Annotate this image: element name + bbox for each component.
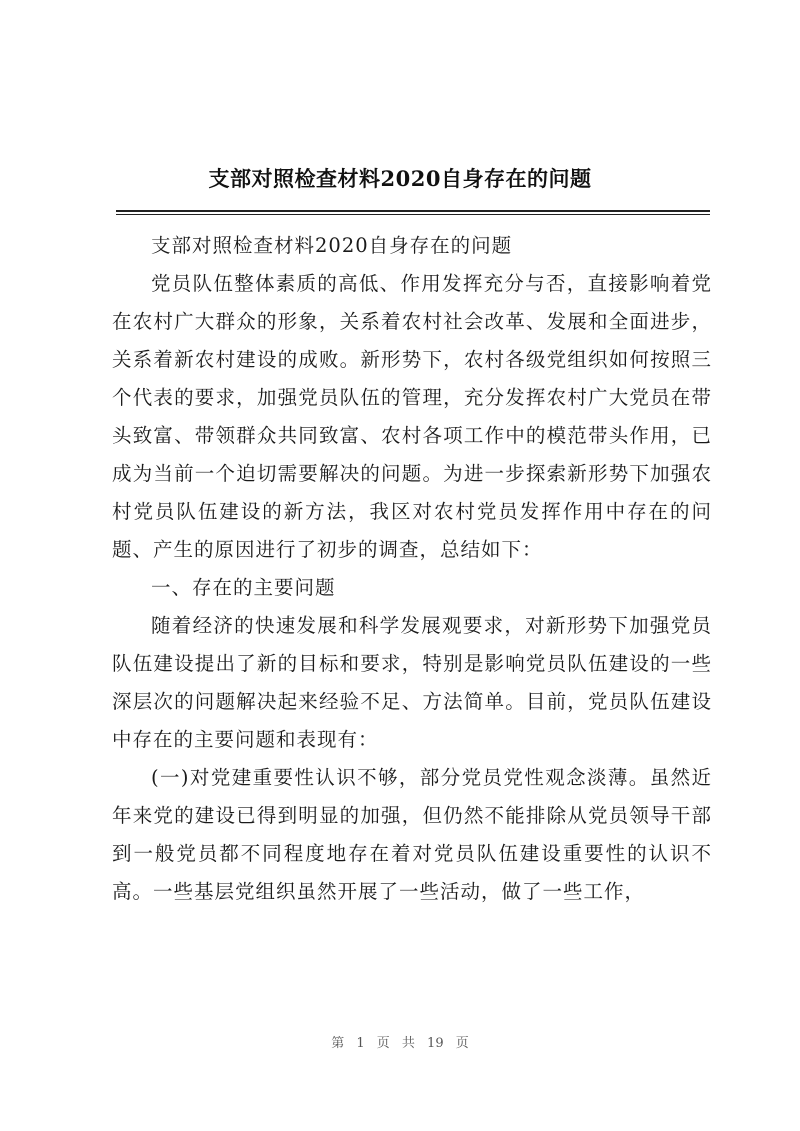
paragraph-subtitle: 支部对照检查材料2020自身存在的问题 (151, 234, 513, 257)
title-divider-thick (116, 210, 710, 212)
document-body (112, 227, 712, 911)
title-divider-thin (116, 214, 710, 215)
page-number: 第 1 页 共 19 页 (331, 1036, 469, 1051)
section-heading: 一、存在的主要问题 (151, 576, 336, 599)
paragraph-issue-one: (一)对党建重要性认识不够，部分党员党性观念淡薄。虽然近年来党的建设已得到明显的加强，但仍然不能排除从党员领导干部到一般党员都不同程度地存在着对党员队伍建设重要性的认识不高。一些基层党组织虽然开展了一些活动，做了一些工作， (112, 766, 712, 903)
paragraph-intro: 党员队伍整体素质的高低、作用发挥充分与否，直接影响着党在农村广大群众的形象，关系着农村社会改革、发展和全面进步，关系着新农村建设的成败。新形势下，农村各级党组织如何按照三个代表的要求，加强党员队伍的管理，充分发挥农村广大党员在带头致富、带领群众共同致富、农村各项工作中的模范带头作用，已成为当前一个迫切需要解决的问题。为进一步探索新形势下加强农村党员队伍建设的新方法，我区对农村党员发挥作用中存在的问题、产生的原因进行了初步的调查，总结如下： (112, 272, 712, 561)
document-title: 支部对照检查材料2020自身存在的问题 (208, 166, 592, 191)
paragraph-background: 随着经济的快速发展和科学发展观要求，对新形势下加强党员队伍建设提出了新的目标和要求，特别是影响党员队伍建设的一些深层次的问题解决起来经验不足、方法简单。目前，党员队伍建设中存在的主要问题和表现有： (112, 614, 712, 751)
